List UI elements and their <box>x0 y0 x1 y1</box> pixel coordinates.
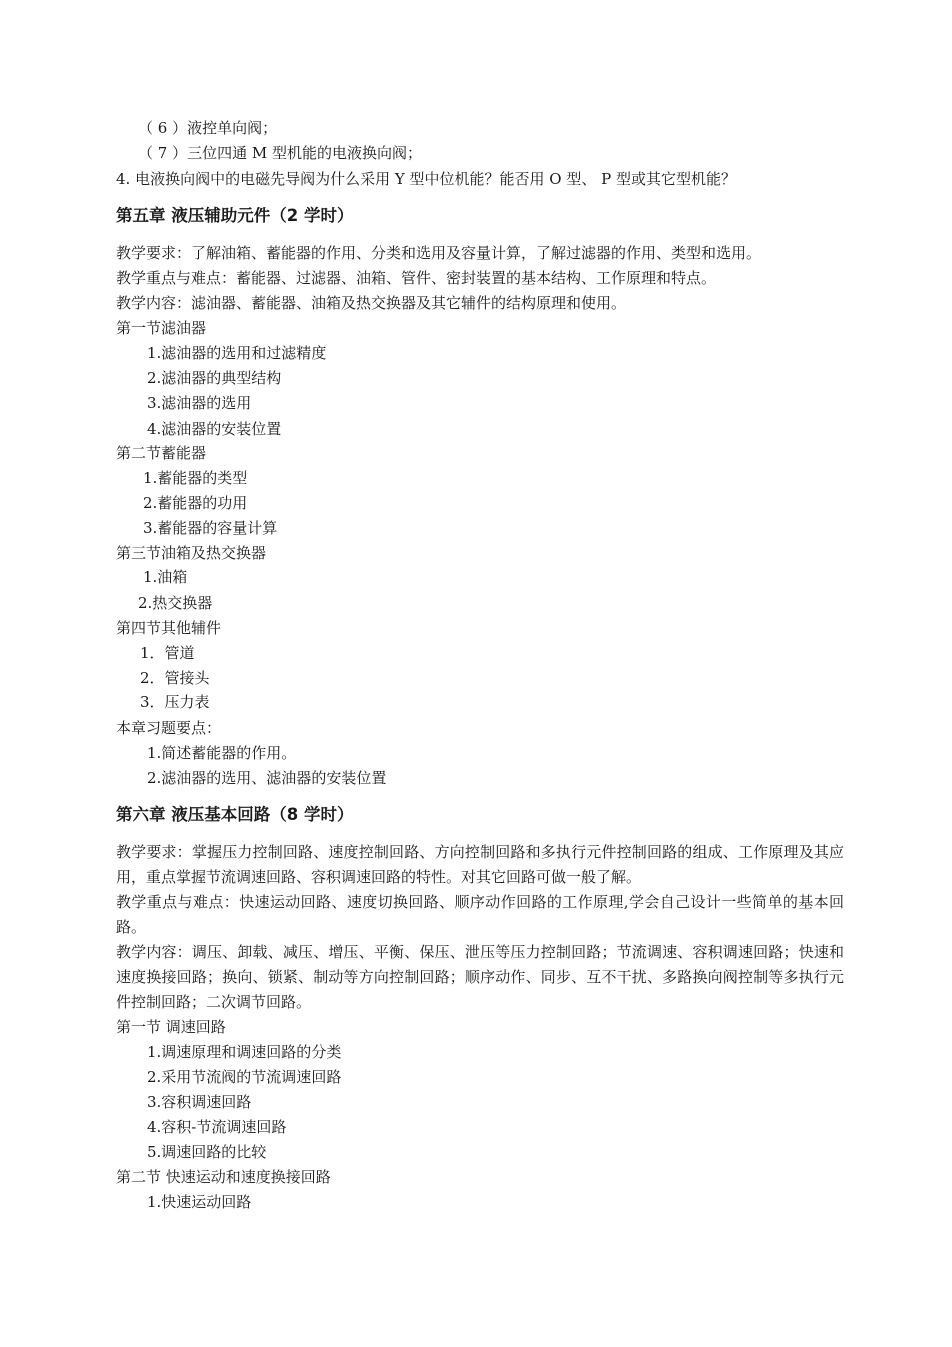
list-item: 2.热交换器 <box>138 594 213 612</box>
list-item: 3.容积调速回路 <box>147 1093 252 1111</box>
list-item: 4.滤油器的安装位置 <box>147 420 282 438</box>
list-item: 2.采用节流阀的节流调速回路 <box>147 1068 342 1086</box>
chapter6-requirement: 教学要求：掌握压力控制回路、速度控制回路、方向控制回路和多执行元件控制回路的组成、工作原理及其应用，重点掌握节流调速回路、容积调速回路的特性。对其它回路可做一般了解。 <box>116 843 844 886</box>
list-item: 1.调速原理和调速回路的分类 <box>147 1043 342 1061</box>
section-title: 第二节蓄能器 <box>116 444 207 462</box>
list-item: 2.滤油器的典型结构 <box>147 369 282 387</box>
section-title: 第一节 调速回路 <box>116 1018 226 1036</box>
list-item: 1.简述蓄能器的作用。 <box>147 744 297 762</box>
question-item: 4. 电液换向阀中的电磁先导阀为什么采用 Y 型中位机能？能否用 O 型、 P 型或其它型机能？ <box>116 170 736 188</box>
exercise-title: 本章习题要点： <box>116 719 222 737</box>
chapter5-content: 教学内容：滤油器、蓄能器、油箱及热交换器及其它辅件的结构原理和使用。 <box>116 294 627 312</box>
list-item: 1.滤油器的选用和过滤精度 <box>147 344 327 362</box>
list-item: 1.快速运动回路 <box>147 1193 252 1211</box>
list-item: 1.蓄能器的类型 <box>143 469 248 487</box>
list-item: 3.滤油器的选用 <box>147 394 252 412</box>
list-item: （ 6 ）液控单向阀； <box>138 119 278 137</box>
section-title: 第一节滤油器 <box>116 319 207 337</box>
section-title: 第二节 快速运动和速度换接回路 <box>116 1168 331 1186</box>
list-item: 3．压力表 <box>140 693 210 711</box>
list-item: 2.蓄能器的功用 <box>143 494 248 512</box>
list-item: 4.容积-节流调速回路 <box>147 1118 287 1136</box>
list-item: 3.蓄能器的容量计算 <box>143 519 278 537</box>
list-item: 5.调速回路的比较 <box>147 1143 267 1161</box>
list-item: 2．管接头 <box>140 669 210 687</box>
chapter5-heading: 第五章 液压辅助元件（2 学时） <box>116 206 354 225</box>
chapter6-heading: 第六章 液压基本回路（8 学时） <box>116 805 354 824</box>
section-title: 第三节油箱及热交换器 <box>116 544 267 562</box>
list-item: （ 7 ）三位四通 M 型机能的电液换向阀； <box>138 144 422 162</box>
chapter5-key-points: 教学重点与难点：蓄能器、过滤器、油箱、管件、密封装置的基本结构、工作原理和特点。 <box>116 269 717 287</box>
chapter6-content: 教学内容：调压、卸载、减压、增压、平衡、保压、泄压等压力控制回路；节流调速、容积调速回路；快速和速度换接回路；换向、锁紧、制动等方向控制回路；顺序动作、同步、互不干扰、多路换向阀控制等多执行元件控制回路；二次调节回路。 <box>116 943 844 1011</box>
list-item: 2.滤油器的选用、滤油器的安装位置 <box>147 769 387 787</box>
chapter6-key-points: 教学重点与难点：快速运动回路、速度切换回路、顺序动作回路的工作原理,学会自己设计一些简单的基本回路。 <box>116 893 844 936</box>
list-item: 1.油箱 <box>143 568 188 586</box>
chapter5-requirement: 教学要求：了解油箱、蓄能器的作用、分类和选用及容量计算，了解过滤器的作用、类型和选用。 <box>116 244 762 262</box>
section-title: 第四节其他辅件 <box>116 619 222 637</box>
list-item: 1．管道 <box>140 644 195 662</box>
